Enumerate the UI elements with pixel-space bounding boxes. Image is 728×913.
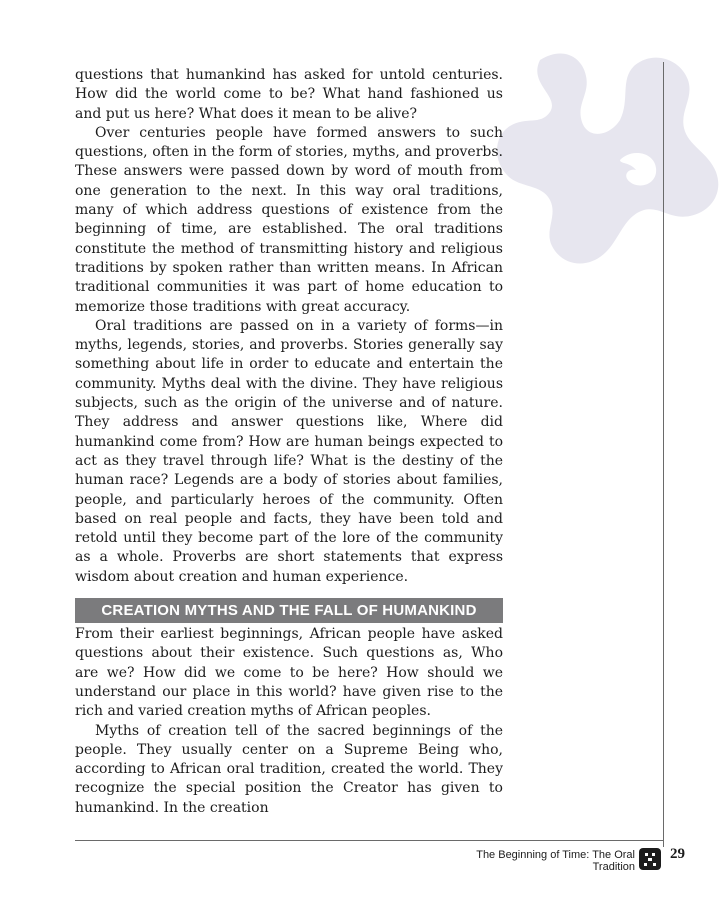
paragraph: From their earliest beginnings, African people have asked questions about their existence. Such questions as, Who are we? How did we come to be here? How should we understand our place in this world? have given rise to the rich and varied creation myths of African peoples.: [75, 626, 503, 720]
vertical-rule: [663, 62, 664, 847]
adinkra-symbol-icon: [470, 40, 728, 300]
section-heading: CREATION MYTHS AND THE FALL OF HUMANKIND: [75, 598, 503, 623]
paragraph: Myths of creation tell of the sacred beginnings of the people. They usually center on a Supreme Being who, according to African oral tradition, created the world. They recognize the special position the Creator has given to humankind. In the creation: [75, 722, 503, 816]
running-title: The Beginning of Time: The Oral Tradition: [476, 849, 635, 873]
text-column: [75, 66, 503, 818]
paragraph: Over centuries people have formed answers to such questions, often in the form of stories, myths, and proverbs. These answers were passed down by word of mouth from one generation to the next. In this way oral traditions, many of which address questions of existence from the beginning of time, are established. The oral traditions constitute the method of transmitting history and religious traditions by spoken rather than written means. In African traditional communities it was part of home education to memorize those traditions with great accuracy.: [75, 124, 503, 315]
page-number: 29: [670, 846, 685, 862]
paragraph: Oral traditions are passed on in a variety of forms—in myths, legends, stories, and proverbs. Stories generally say something about life in order to educate and entertain the community. Myths deal with the divine. They have religious subjects, such as the origin of the universe and of nature. They address and answer questions like, Where did humankind come from? How are human beings expected to act as they travel through life? What is the destiny of the human race? Legends are a body of stories about families, people, and particularly heroes of the community. Often based on real people and facts, they have been told and retold until they become part of the lore of the community as a whole. Proverbs are short statements that express wisdom about creation and human experience.: [75, 317, 503, 585]
paragraph: questions that humankind has asked for untold centuries. How did the world come to be? What hand fashioned us and put us here? What does it mean to be alive?: [75, 67, 503, 122]
adinkra-footer-icon: [639, 848, 661, 870]
footer-rule: [75, 840, 664, 841]
